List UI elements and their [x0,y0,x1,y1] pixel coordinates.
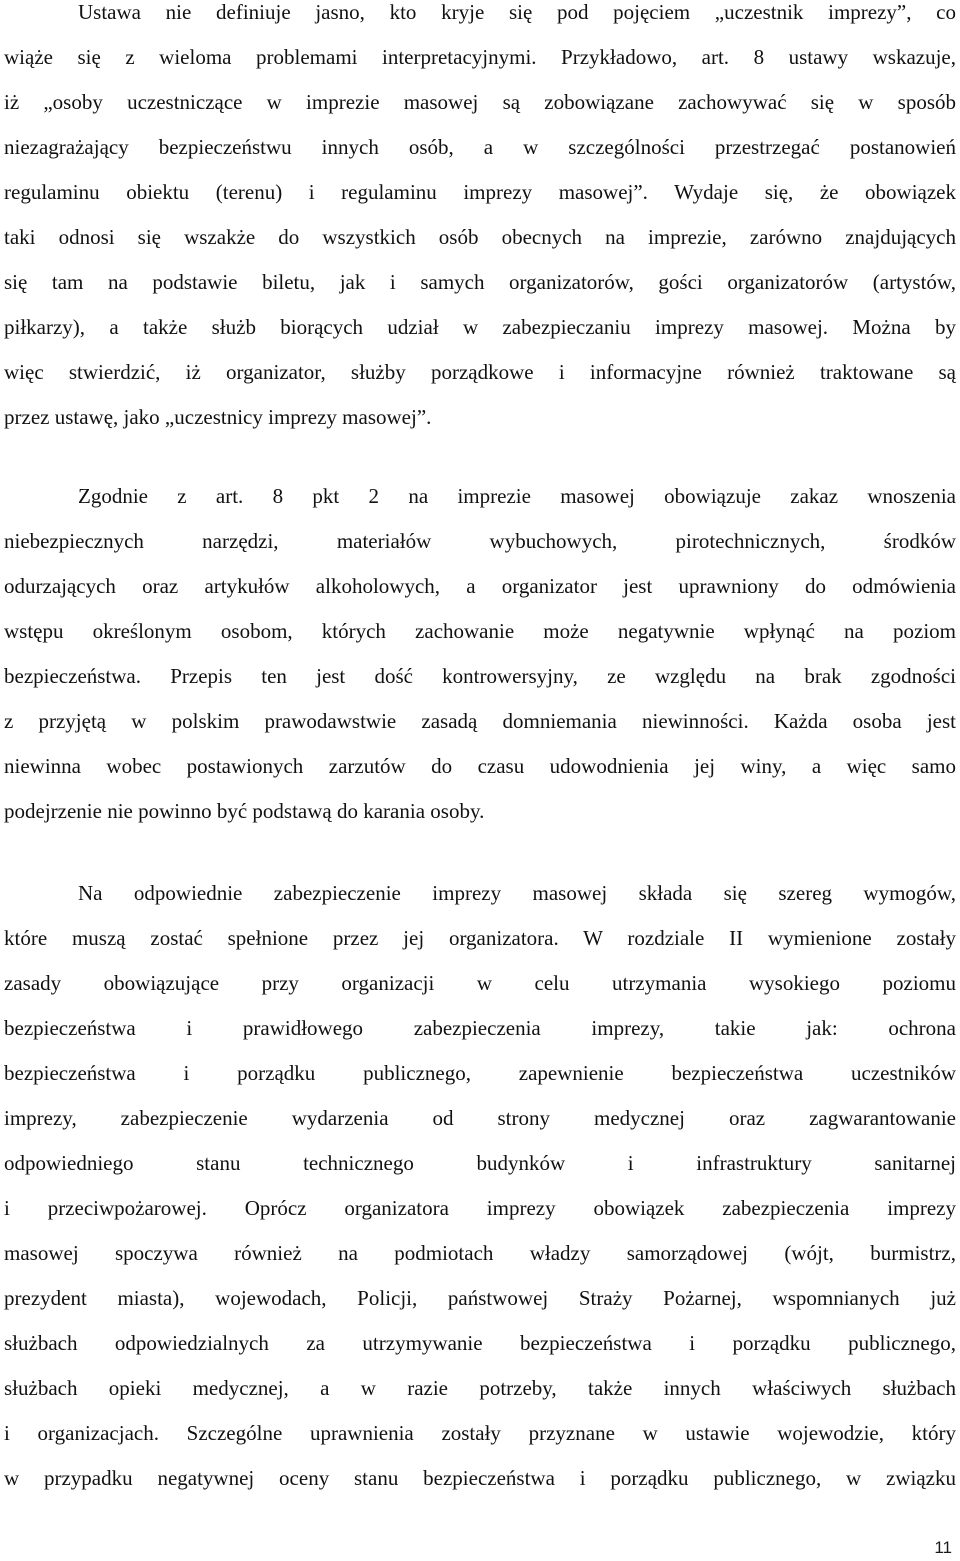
text-line: wstępu określonym osobom, których zachowanie może negatywnie wpłynąć na poziom [4,619,956,643]
text-line: które muszą zostać spełnione przez jej organizatora. W rozdziale II wymienione zostały [4,926,956,950]
text-line: się tam na podstawie biletu, jak i samych organizatorów, gości organizatorów (artystów, [4,270,956,294]
text-line: przez ustawę, jako „uczestnicy imprezy masowej”. [4,405,432,429]
text-line: więc stwierdzić, iż organizator, służby porządkowe i informacyjne również traktowane są [4,360,956,384]
text-line: służbach odpowiedzialnych za utrzymywanie bezpieczeństwa i porządku publicznego, [4,1331,956,1355]
paragraph-security-requirements [4,871,956,1501]
text-line: bezpieczeństwa i prawidłowego zabezpieczenia imprezy, takie jak: ochrona [4,1016,956,1040]
paragraph-article-8-ban [4,474,956,834]
text-line: i organizacjach. Szczególne uprawnienia zostały przyznane w ustawie wojewodzie, który [4,1421,956,1445]
text-line: bezpieczeństwa. Przepis ten jest dość kontrowersyjny, ze względu na brak zgodności [4,664,956,688]
text-line: bezpieczeństwa i porządku publicznego, zapewnienie bezpieczeństwa uczestników [4,1061,956,1085]
text-line: w przypadku negatywnej oceny stanu bezpieczeństwa i porządku publicznego, w związku [4,1466,956,1490]
text-line: prezydent miasta), wojewodach, Policji, państwowej Straży Pożarnej, wspomnianych już [4,1286,956,1310]
text-line: i przeciwpożarowej. Oprócz organizatora imprezy obowiązek zabezpieczenia imprezy [4,1196,956,1220]
text-line: regulaminu obiektu (terenu) i regulaminu imprezy masowej”. Wydaje się, że obowiązek [4,180,956,204]
page-number: 11 [934,1538,952,1557]
text-line: iż „osoby uczestniczące w imprezie masowej są zobowiązane zachowywać się w sposób [4,90,956,114]
text-line: Ustawa nie definiuje jasno, kto kryje się pod pojęciem „uczestnik imprezy”, co [78,0,956,24]
text-line: piłkarzy), a także służb biorących udział w zabezpieczaniu imprezy masowej. Można by [4,315,956,339]
text-line: Zgodnie z art. 8 pkt 2 na imprezie masowej obowiązuje zakaz wnoszenia [78,484,956,508]
text-line: wiąże się z wieloma problemami interpretacyjnymi. Przykładowo, art. 8 ustawy wskazuje, [4,45,956,69]
text-line: imprezy, zabezpieczenie wydarzenia od strony medycznej oraz zagwarantowanie [4,1106,956,1130]
text-line: taki odnosi się wszakże do wszystkich osób obecnych na imprezie, zarówno znajdujących [4,225,956,249]
text-line: zasady obowiązujące przy organizacji w celu utrzymania wysokiego poziomu [4,971,956,995]
text-line: z przyjętą w polskim prawodawstwie zasadą domniemania niewinności. Każda osoba jest [4,709,956,733]
text-line: niewinna wobec postawionych zarzutów do czasu udowodnienia jej winy, a więc samo [4,754,956,778]
text-line: niebezpiecznych narzędzi, materiałów wybuchowych, pirotechnicznych, środków [4,529,956,553]
text-line: niezagrażający bezpieczeństwu innych osób, a w szczególności przestrzegać postanowień [4,135,956,159]
text-line: masowej spoczywa również na podmiotach władzy samorządowej (wójt, burmistrz, [4,1241,956,1265]
text-line: odpowiedniego stanu technicznego budynków i infrastruktury sanitarnej [4,1151,956,1175]
text-line: podejrzenie nie powinno być podstawą do karania osoby. [4,799,485,823]
paragraph-participant-definition [4,0,956,440]
text-line: służbach opieki medycznej, a w razie potrzeby, także innych właściwych służbach [4,1376,956,1400]
text-line: odurzających oraz artykułów alkoholowych, a organizator jest uprawniony do odmówienia [4,574,956,598]
text-line: Na odpowiednie zabezpieczenie imprezy masowej składa się szereg wymogów, [78,881,956,905]
